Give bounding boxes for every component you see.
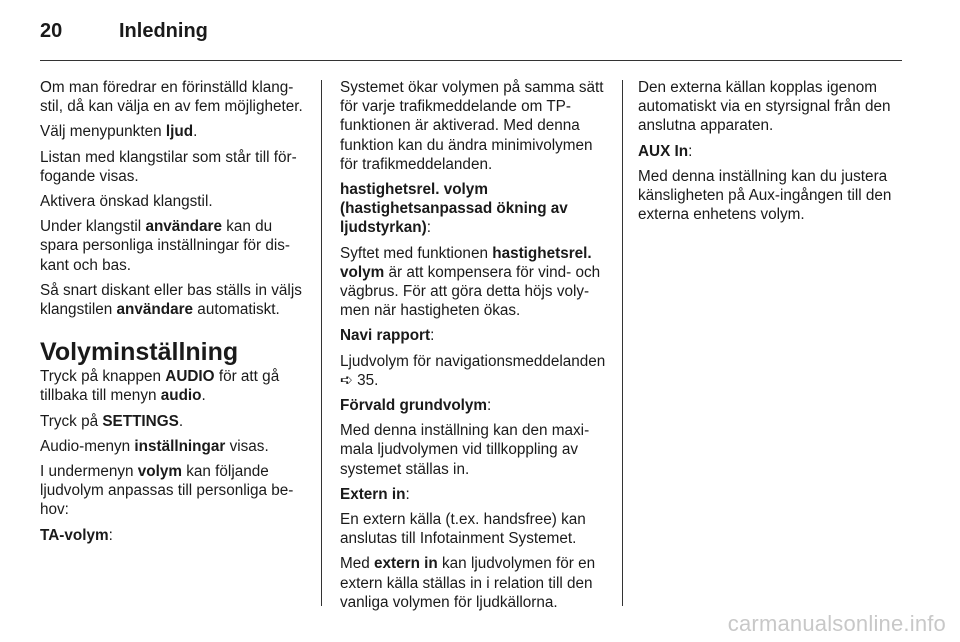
text-column-1: [40, 78, 308, 551]
paragraph: [340, 180, 608, 238]
text-run: kan följande ljudvolym anpassas till personliga behov:: [40, 463, 294, 519]
text-run: Syftet med funktionen: [340, 244, 493, 262]
watermark: carmanualsonline.info: [727, 611, 946, 636]
text-run: :: [430, 327, 435, 345]
bold-term: användare: [116, 301, 194, 319]
text-run: 35.: [352, 371, 379, 389]
paragraph: [340, 421, 608, 479]
paragraph: [40, 412, 308, 431]
column-divider: [321, 80, 322, 606]
paragraph: [40, 367, 308, 405]
paragraph: [40, 78, 308, 116]
text-run: Välj menypunkten: [40, 123, 166, 141]
paragraph: [340, 244, 608, 321]
bold-term: extern in: [374, 555, 438, 573]
chapter-title: Inledning: [119, 20, 208, 42]
bold-term: inställningar: [134, 437, 226, 455]
bold-term: ljud: [165, 123, 194, 141]
text-run: :: [487, 397, 492, 415]
column-divider: [622, 80, 623, 606]
text-run: Med: [340, 555, 375, 573]
bold-term: Förvald grundvolym: [340, 397, 488, 415]
text-run: :: [688, 142, 693, 160]
bold-term: SETTINGS: [102, 412, 179, 430]
text-run: Så snart diskant eller bas ställs in väljs klangstilen: [40, 281, 302, 319]
text-run: En extern källa (t.ex. handsfree) kan anslutas till Infotainment Systemet.: [340, 511, 586, 548]
page-ref-arrow-icon: ➪: [340, 371, 353, 389]
paragraph: [40, 526, 308, 545]
text-run: I undermenyn: [40, 463, 138, 481]
paragraph: [638, 78, 906, 136]
bold-term: Navi rapport: [340, 327, 431, 345]
paragraph: [340, 396, 608, 415]
paragraph: [340, 78, 608, 174]
text-run: kan du spara personliga inställningar för diskant och bas.: [40, 218, 290, 274]
text-run: Ljudvolym för navigationsmeddelanden: [340, 352, 606, 370]
bold-term: hastighetsrel. volym: [340, 244, 592, 281]
text-run: Med denna inställning kan du justera känsligheten på Aux-ingången till den externa enhetens volym.: [638, 167, 892, 224]
bold-term: användare: [145, 218, 222, 236]
header-rule: [40, 60, 902, 61]
text-run: Tryck på knappen: [40, 368, 166, 386]
paragraph: [340, 510, 608, 548]
paragraph: [40, 122, 308, 141]
paragraph: [340, 554, 608, 612]
text-run: .: [193, 123, 198, 141]
page-number: 20: [40, 20, 63, 42]
bold-term: hastighetsrel. volym (hastighetsanpassad ökning av ljudstyrkan): [340, 181, 568, 237]
text-run: .: [201, 387, 206, 405]
text-run: för att gå tillbaka till menyn: [40, 368, 280, 405]
text-column-3: [638, 78, 906, 230]
text-run: .: [178, 412, 184, 430]
bold-term: AUDIO: [165, 368, 215, 386]
paragraph: [40, 437, 308, 456]
paragraph: [40, 217, 308, 275]
text-run: Volyminställning: [40, 338, 239, 367]
text-run: Tryck på: [40, 412, 103, 430]
text-run: Listan med klangstilar som står till förfogande visas.: [40, 148, 297, 185]
paragraph: [340, 485, 608, 504]
text-run: kan ljudvolymen för en extern källa ställas in i relation till den vanliga volymen för ljudkällorna.: [340, 555, 596, 611]
paragraph: [638, 167, 906, 225]
bold-term: TA-volym: [40, 526, 109, 544]
paragraph: [40, 281, 308, 319]
paragraph: [40, 462, 308, 520]
text-run: Under klangstil: [40, 218, 146, 236]
paragraph: [340, 326, 608, 345]
bold-term: AUX In: [638, 142, 689, 160]
text-run: Den externa källan kopplas igenom automatiskt via en styrsignal från den anslutna apparaten.: [638, 79, 891, 135]
bold-term: Extern in: [340, 485, 406, 503]
bold-term: volym: [137, 463, 183, 481]
text-run: Om man föredrar en förinställd klangstil, då kan välja en av fem möjligheter.: [40, 79, 303, 116]
paragraph: [638, 142, 906, 161]
text-run: Systemet ökar volymen på samma sätt för varje trafikmeddelande om TP-funktionen är aktiverad. Med denna funktion kan du ändra minimivolymen för trafikmeddelanden.: [340, 79, 604, 173]
text-run: :: [426, 219, 431, 237]
text-run: :: [405, 485, 410, 503]
text-run: är att kompensera för vind- och vägbrus. För att göra detta höjs volymen när hastigheten ökas.: [340, 263, 601, 320]
text-run: Aktivera önskad klangstil.: [40, 193, 213, 211]
text-column-2: [340, 78, 608, 618]
text-run: automatiskt.: [193, 301, 280, 319]
paragraph: [40, 148, 308, 186]
text-run: Med denna inställning kan den maximala ljudvolymen vid tillkoppling av systemet ställas in.: [340, 422, 590, 478]
text-run: Audio-menyn: [40, 437, 135, 455]
paragraph: [340, 352, 608, 390]
section-heading: [40, 337, 308, 367]
text-run: visas.: [225, 437, 269, 455]
bold-term: audio: [160, 387, 202, 405]
text-run: :: [108, 526, 113, 544]
paragraph: [40, 192, 308, 211]
